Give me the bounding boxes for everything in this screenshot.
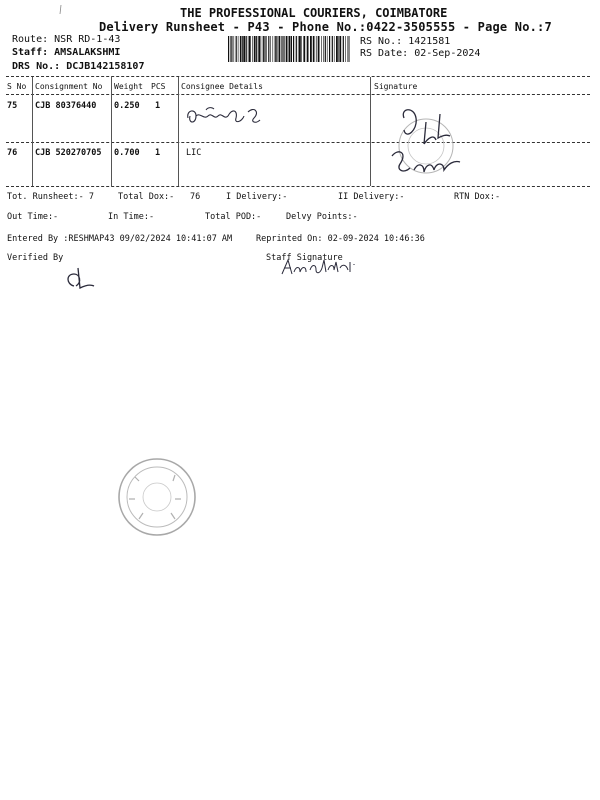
staff-value: AMSALAKSHMI [54,47,121,58]
col-divider [111,77,112,186]
ii-delivery-label: II Delivery:- [338,192,405,202]
route-line [12,34,120,45]
col-divider [32,77,33,186]
barcode-bar [336,36,338,62]
table-row-pcs: 1 [155,148,161,158]
delvy-points-label: Delvy Points:- [286,212,358,222]
stray-mark [58,4,64,16]
barcode-bar [325,36,326,62]
barcode-bar [261,36,262,62]
recipient-signature [378,104,488,194]
barcode-bar [228,36,229,62]
barcode-bar [243,36,245,62]
col-header-signature: Signature [374,82,418,91]
barcode-bar [273,36,274,62]
barcode-bar [323,36,324,62]
barcode-bar [282,36,283,62]
col-divider [370,77,371,186]
handwritten-consignee-mark [184,104,274,130]
table-row-consignment: CJB 520270705 [35,148,102,158]
col-header-sno: S No [7,82,27,91]
barcode-bar [276,36,277,62]
staff-line [12,47,120,58]
col-header-consignee: Consignee Details [181,82,263,91]
company-title: THE PROFESSIONAL COURIERS, COIMBATORE [180,6,448,20]
verifier-signature [60,264,100,290]
barcode-bar [339,36,341,62]
barcode-bar [348,36,349,62]
reprinted-on: Reprinted On: 02-09-2024 10:46:36 [256,234,425,244]
barcode-bar [281,36,282,62]
total-dox-value: 76 [190,192,201,202]
drs-line [12,61,144,72]
barcode-bar [270,36,271,62]
out-time-label: Out Time:- [7,212,59,222]
barcode-bar [275,36,276,62]
barcode-bar [318,36,320,62]
table-row-weight: 0.700 [114,148,140,158]
rtn-dox-label: RTN Dox:- [454,192,501,202]
col-header-pcs: PCS [151,82,166,91]
table-row-consignment: CJB 80376440 [35,101,97,111]
tot-runsheet: Tot. Runsheet:- 7 [7,192,94,202]
barcode-bar [327,36,328,62]
table-row-sno: 76 [7,148,18,158]
staff-signature-mark [278,256,362,278]
barcode-bar [258,36,260,62]
barcode-bar [286,36,288,62]
col-divider [178,77,179,186]
barcode-bar [313,36,314,62]
barcode-bar [279,36,281,62]
barcode-bar [248,36,249,62]
faded-stamp [115,455,199,539]
barcode-bar [345,36,346,62]
barcode-bar [343,36,344,62]
table-row-weight: 0.250 [114,101,140,111]
barcode-bar [256,36,257,62]
barcode-bar [264,36,265,62]
barcode-bar [293,36,294,62]
barcode-bar [299,36,301,62]
barcode-bar [291,36,292,62]
staff-label: Staff: [12,47,49,58]
table-bottom-rule [6,186,590,187]
rs-date-value: 02-Sep-2024 [414,48,481,59]
barcode-bar [289,36,291,62]
barcode-bar [268,36,269,62]
barcode-bar [230,36,231,62]
table-row-sno: 75 [7,101,18,111]
barcode-bar [310,36,312,62]
rs-no-label: RS No.: [360,36,403,47]
rs-date-label: RS Date: [360,48,409,59]
barcode-bar [246,36,247,62]
barcode-bar [334,36,335,62]
barcode-bar [321,36,322,62]
barcode-bar [301,36,302,62]
barcode-bar [329,36,330,62]
staff-signature-label: Staff Signature [266,253,343,263]
table-row-consignee: LIC [186,148,202,158]
route-value: NSR RD-1-43 [54,34,121,45]
rs-no-line [360,36,450,47]
barcode-bar [249,36,251,62]
barcode-bar [349,36,350,62]
col-header-consignment: Consignment No [35,82,103,91]
barcode-bar [338,36,339,62]
barcode-bar [303,36,305,62]
in-time-label: In Time:- [108,212,155,222]
rs-date-line [360,48,480,59]
drs-value: DCJB142158107 [66,61,145,72]
total-dox-label: Total Dox:- [118,192,175,202]
barcode-bar [252,36,253,62]
barcode-bar [315,36,316,62]
table-row-pcs: 1 [155,101,161,111]
drs-label: DRS No.: [12,61,61,72]
rs-no-value: 1421581 [408,36,451,47]
barcode-graphic [228,36,350,62]
route-label: Route: [12,34,49,45]
header-bottom-rule [6,94,590,95]
barcode-bar [332,36,333,62]
barcode-bar [234,36,235,62]
barcode-bar [284,36,285,62]
barcode-bar [231,36,232,62]
barcode-bar [242,36,243,62]
runsheet-title: Delivery Runsheet - P43 - Phone No.:0422-3505555 - Page No.:7 [99,20,552,34]
table-top-rule [6,76,590,77]
barcode-bar [307,36,309,62]
barcode-bar [240,36,241,62]
barcode-bar [298,36,299,62]
total-pod-label: Total POD:- [205,212,262,222]
barcode-bar [316,36,317,62]
barcode-bar [263,36,264,62]
row-separator-rule [6,142,590,143]
verified-by-label: Verified By [7,253,64,263]
entered-by: Entered By :RESHMAP43 09/02/2024 10:41:07 AM [7,234,233,244]
barcode-bar [238,36,239,62]
i-delivery-label: I Delivery:- [226,192,288,202]
barcode-bar [236,36,237,62]
barcode-bar [254,36,256,62]
barcode-bar [266,36,267,62]
col-header-weight: Weight [114,82,143,91]
barcode-bar [296,36,297,62]
